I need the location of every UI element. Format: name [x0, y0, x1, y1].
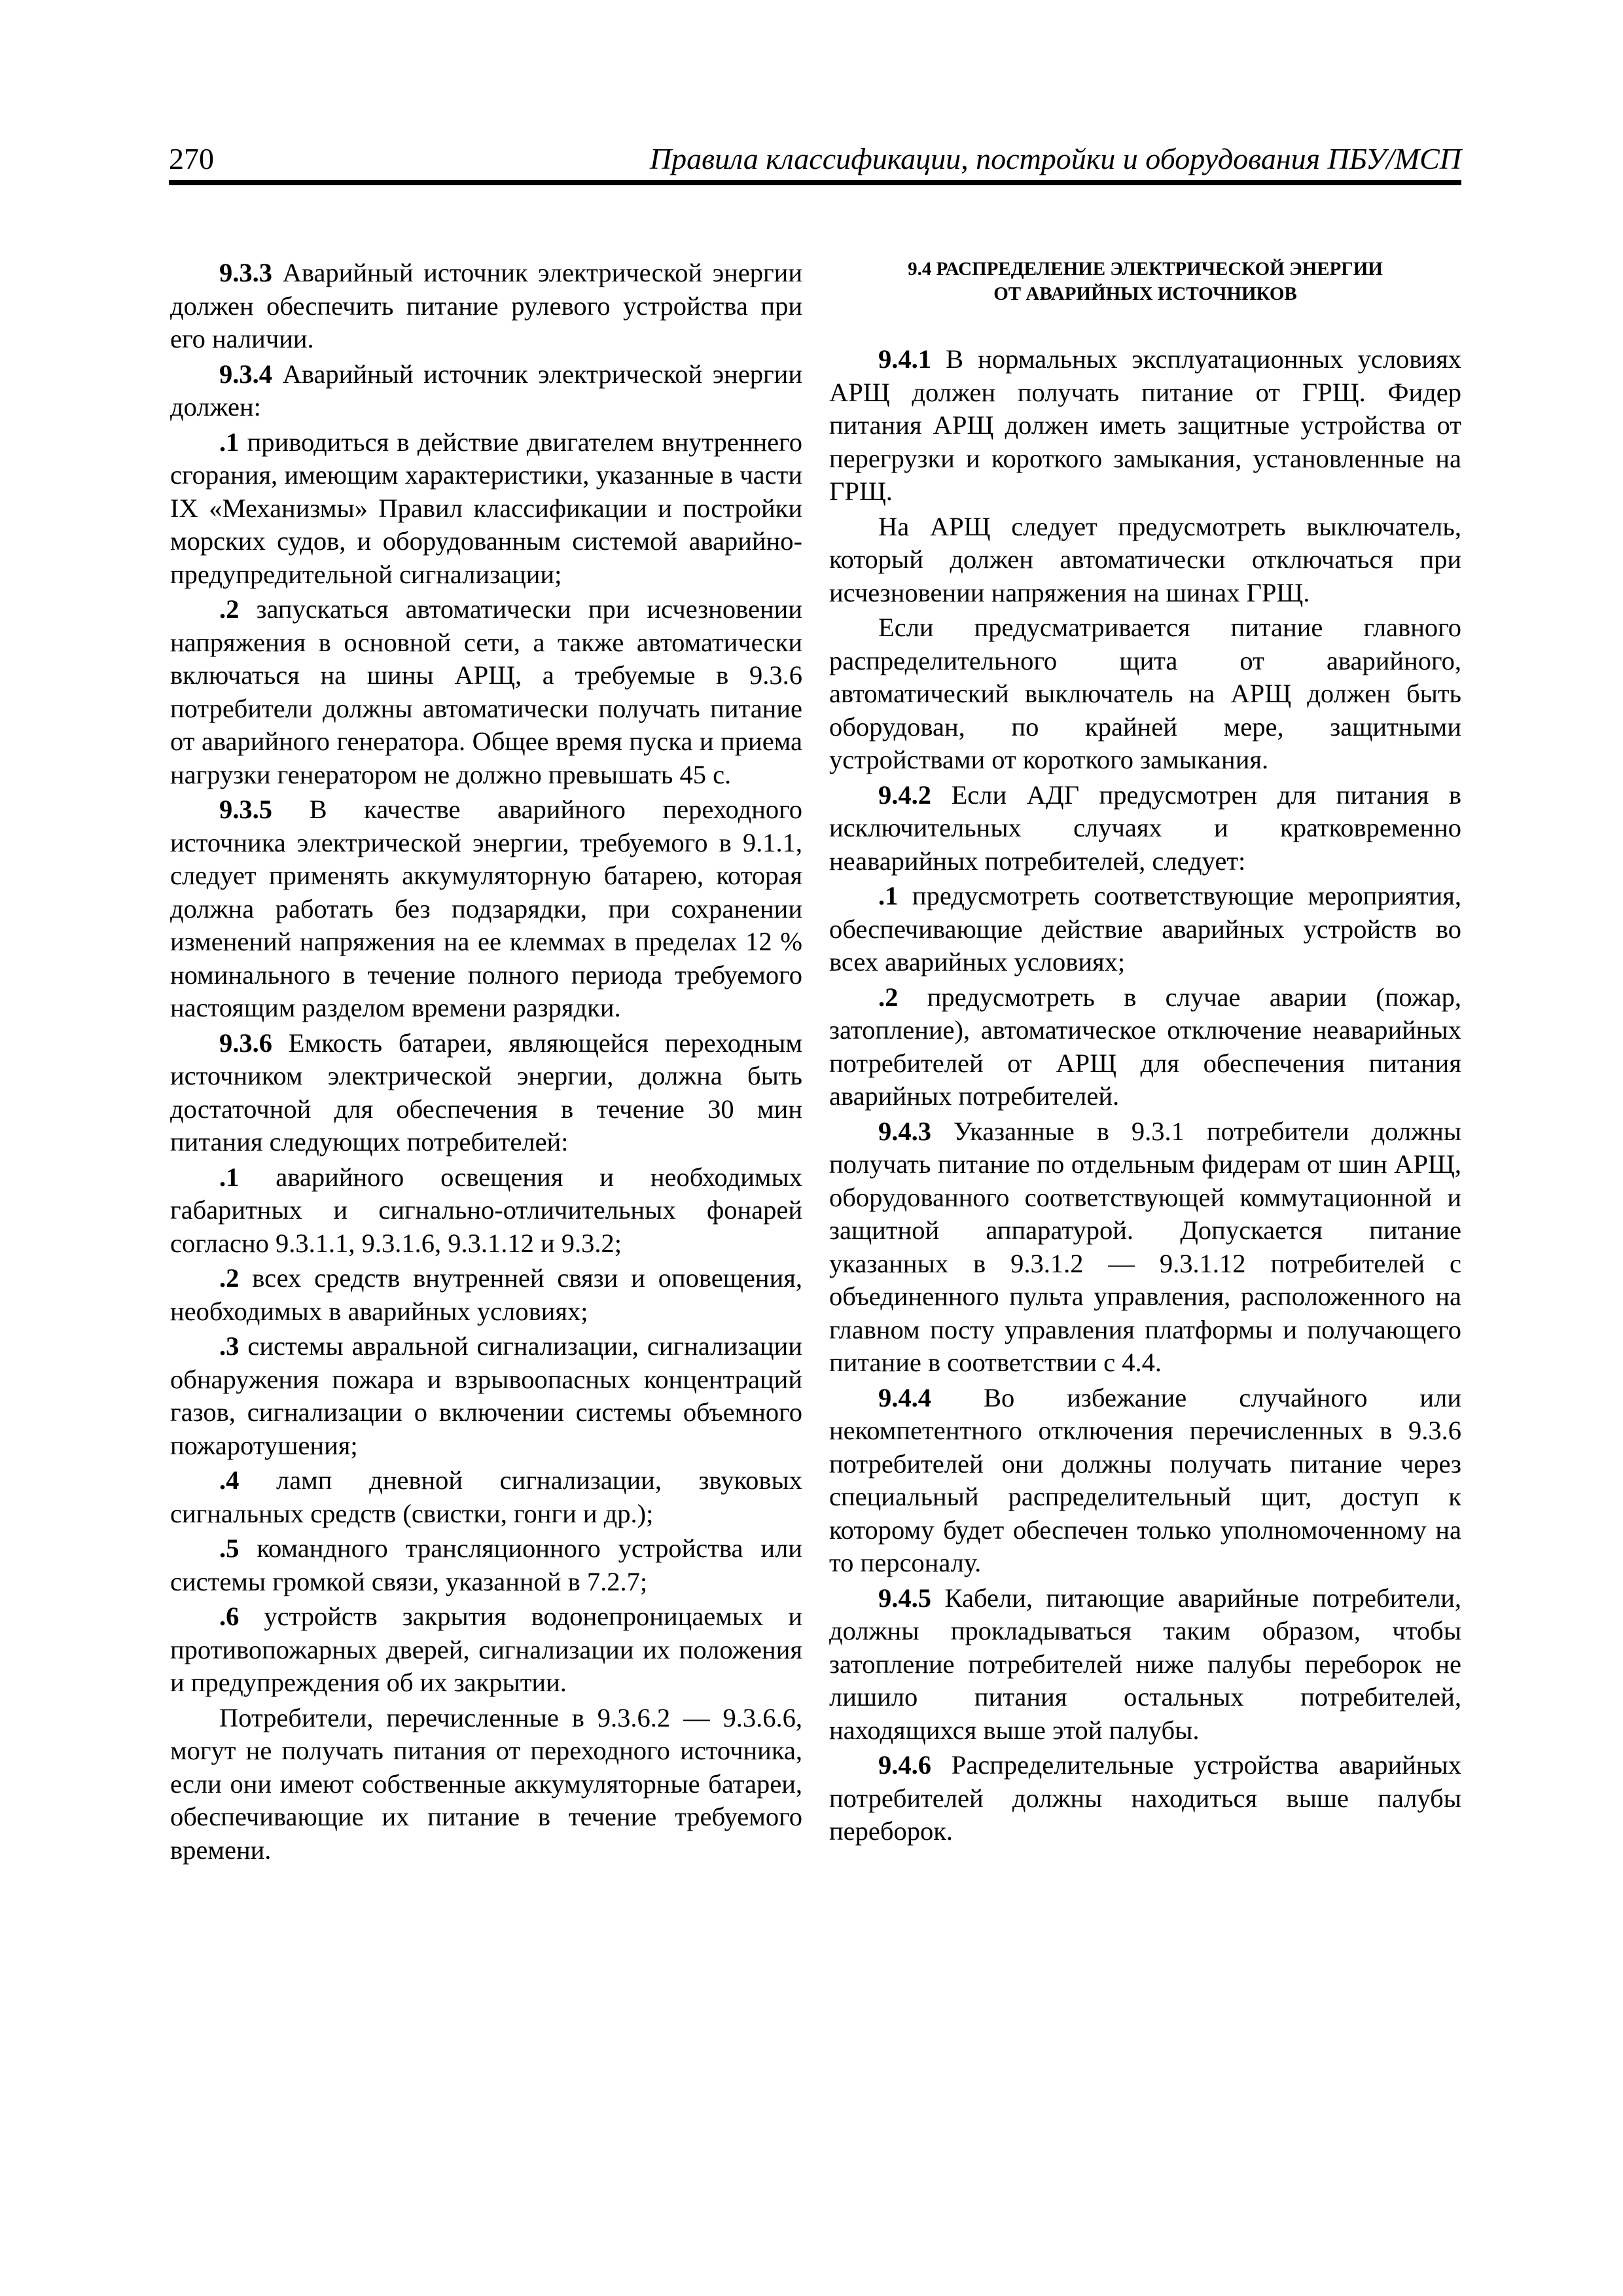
paragraph-text: командного трансляционного устройства или системы громкой связи, указанной в 7.2.7; [170, 1534, 802, 1596]
paragraph-text: предусмотреть соответствующие мероприятия, обеспечивающие действие аварийных устройств во всех аварийных условиях; [829, 881, 1461, 977]
left-column [170, 257, 802, 1869]
paragraph-text: запускаться автоматически при исчезновении напряжения в основной сети, а также автоматически включаться на шины АРЩ, а требуемые в 9.3.6 потребители должны автоматически получать питание от аварийного генератора. Общее время пуска и приема нагрузки генератором не должно превышать 45 с. [170, 594, 802, 789]
paragraph-text: В качестве аварийного переходного источника электрической энергии, требуемого в 9.1.1, следует применять аккумуляторную батарею, которая должна работать без подзарядки, при сохранении изменений напряжения на ее клеммах в пределах 12 % номинального в течение полного периода требуемого настоящим разделом времени разрядки. [170, 795, 802, 1022]
paragraph-text: Указанные в 9.3.1 потребители должны получать питание по отдельным фидерам от шин АРЩ, оборудованного соответствующей коммутационной и защитной аппаратурой. Допускается питание указанных в 9.3.1.2 — 9.3.1.12 потребителей с объединенного пульта управления, расположенного на главном посту управления платформы и получающего питание в соответствии с 4.4. [829, 1116, 1461, 1377]
paragraph-text: предусмотреть в случае аварии (пожар, затопление), автоматическое отключение неаварийных потребителей от АРЩ для обеспечения питания аварийных потребителей. [829, 982, 1461, 1111]
clause-number: 9.4.5 [878, 1583, 931, 1613]
paragraph [829, 1749, 1461, 1848]
paragraph [829, 611, 1461, 777]
paragraph [829, 779, 1461, 878]
paragraph-text: Аварийный источник электрической энергии должен обеспечить питание рулевого устройства при его наличии. [170, 258, 802, 353]
clause-number: .1 [878, 881, 899, 910]
paragraph [829, 1382, 1461, 1580]
paragraph-text: ламп дневной сигнализации, звуковых сигнальных средств (свистки, гонги и др.); [170, 1465, 802, 1528]
paragraph [170, 1161, 802, 1261]
paragraph [170, 1532, 802, 1598]
paragraph [829, 511, 1461, 610]
clause-number: .2 [878, 982, 899, 1012]
paragraph [170, 1464, 802, 1530]
running-title: Правила классификации, постройки и оборудования ПБУ/МСП [649, 142, 1461, 175]
clause-number: 9.3.4 [219, 359, 272, 389]
paragraph-text: Распределительные устройства аварийных потребителей должны находиться выше палубы переборок. [829, 1750, 1461, 1846]
paragraph-text: Во избежание случайного или некомпетентного отключения перечисленных в 9.3.6 потребителей они должны получать питание через специальный распределительный щит, доступ к которому будет обеспечен только уполномоченному на то персоналу. [829, 1382, 1461, 1577]
paragraph [829, 1582, 1461, 1748]
paragraph [170, 257, 802, 356]
clause-number: 9.3.6 [219, 1028, 272, 1058]
paragraph-text: системы авральной сигнализации, сигнализации обнаружения пожара и взрывоопасных концентраций газов, сигнализации о включении системы объемного пожаротушения; [170, 1331, 802, 1460]
clause-number: 9.4.3 [878, 1116, 931, 1146]
paragraph [170, 426, 802, 592]
paragraph-text: всех средств внутренней связи и оповещения, необходимых в аварийных условиях; [170, 1263, 802, 1326]
section-title-line: ОТ АВАРИЙНЫХ ИСТОЧНИКОВ [993, 283, 1297, 304]
paragraph [170, 793, 802, 1025]
clause-number: .2 [219, 594, 240, 624]
paragraph [170, 1600, 802, 1700]
clause-number: .5 [219, 1534, 240, 1563]
paragraph-text: аварийного освещения и необходимых габаритных и сигнально-отличительных фонарей согласно 9.3.1.1, 9.3.1.6, 9.3.1.12 и 9.3.2; [170, 1162, 802, 1258]
clause-number: .1 [219, 1162, 240, 1192]
clause-number: .2 [219, 1263, 240, 1293]
paragraph [829, 1115, 1461, 1380]
clause-number: .4 [219, 1465, 240, 1495]
paragraph-text: В нормальных эксплуатационных условиях АРЩ должен получать питание от ГРЩ. Фидер питания АРЩ должен иметь защитные устройства от перегрузки и короткого замыкания, установленные на ГРЩ. [829, 344, 1461, 506]
paragraph-text: Кабели, питающие аварийные потребители, должны прокладываться таким образом, чтобы затопление потребителей ниже палубы переборок не лишило питания остальных потребителей, находящихся выше этой палубы. [829, 1583, 1461, 1745]
paragraph-text: Потребители, перечисленные в 9.3.6.2 — 9.3.6.6, могут не получать питания от переходного источника, если они имеют собственные аккумуляторные батареи, обеспечивающие их питание в течение требуемого времени. [170, 1702, 802, 1865]
paragraph [829, 981, 1461, 1113]
paragraph [170, 593, 802, 791]
paragraph [829, 343, 1461, 509]
clause-number: 9.4.6 [878, 1750, 931, 1780]
page-number: 270 [169, 142, 214, 175]
paragraph-text: Емкость батареи, являющейся переходным источником электрической энергии, должна быть достаточной для обеспечения в течение 30 мин питания следующих потребителей: [170, 1028, 802, 1157]
clause-number: 9.4.1 [878, 344, 931, 374]
clause-number: 9.4.2 [878, 780, 931, 810]
right-column [829, 257, 1461, 1850]
paragraph-text: устройств закрытия водонепроницаемых и противопожарных дверей, сигнализации их положения и предупреждения об их закрытии. [170, 1602, 802, 1697]
clause-number: 9.3.5 [219, 795, 272, 824]
paragraph [829, 880, 1461, 979]
paragraph-text: Если предусматривается питание главного распределительного щита от аварийного, автоматический выключатель на АРЩ должен быть оборудован, по крайней мере, защитными устройствами от короткого замыкания. [829, 613, 1461, 774]
clause-number: .6 [219, 1602, 240, 1631]
paragraph-text: Если АДГ предусмотрен для питания в исключительных случаях и кратковременно неаварийных потребителей, следует: [829, 780, 1461, 876]
section-title [829, 257, 1461, 306]
clause-number: .1 [219, 427, 240, 457]
paragraph [170, 1262, 802, 1328]
paragraph [170, 358, 802, 424]
clause-number: 9.4.4 [878, 1382, 931, 1412]
section-title-line: 9.4 РАСПРЕДЕЛЕНИЕ ЭЛЕКТРИЧЕСКОЙ ЭНЕРГИИ [908, 259, 1383, 279]
paragraph [170, 1702, 802, 1867]
paragraph-text: На АРЩ следует предусмотреть выключатель, который должен автоматически отключаться при исчезновении напряжения на шинах ГРЩ. [829, 511, 1461, 607]
paragraph [170, 1330, 802, 1462]
page-header [169, 134, 1461, 185]
paragraph-text: приводиться в действие двигателем внутреннего сгорания, имеющим характеристики, указанные в части IX «Механизмы» Правил классификации и постройки морских судов, и оборудованным системой аварийно-предупредительной сигнализации; [170, 427, 802, 589]
paragraph [170, 1027, 802, 1159]
paragraph-text: Аварийный источник электрической энергии должен: [170, 359, 802, 422]
clause-number: 9.3.3 [219, 258, 272, 287]
clause-number: .3 [219, 1331, 240, 1361]
right-paragraphs [829, 343, 1461, 1848]
